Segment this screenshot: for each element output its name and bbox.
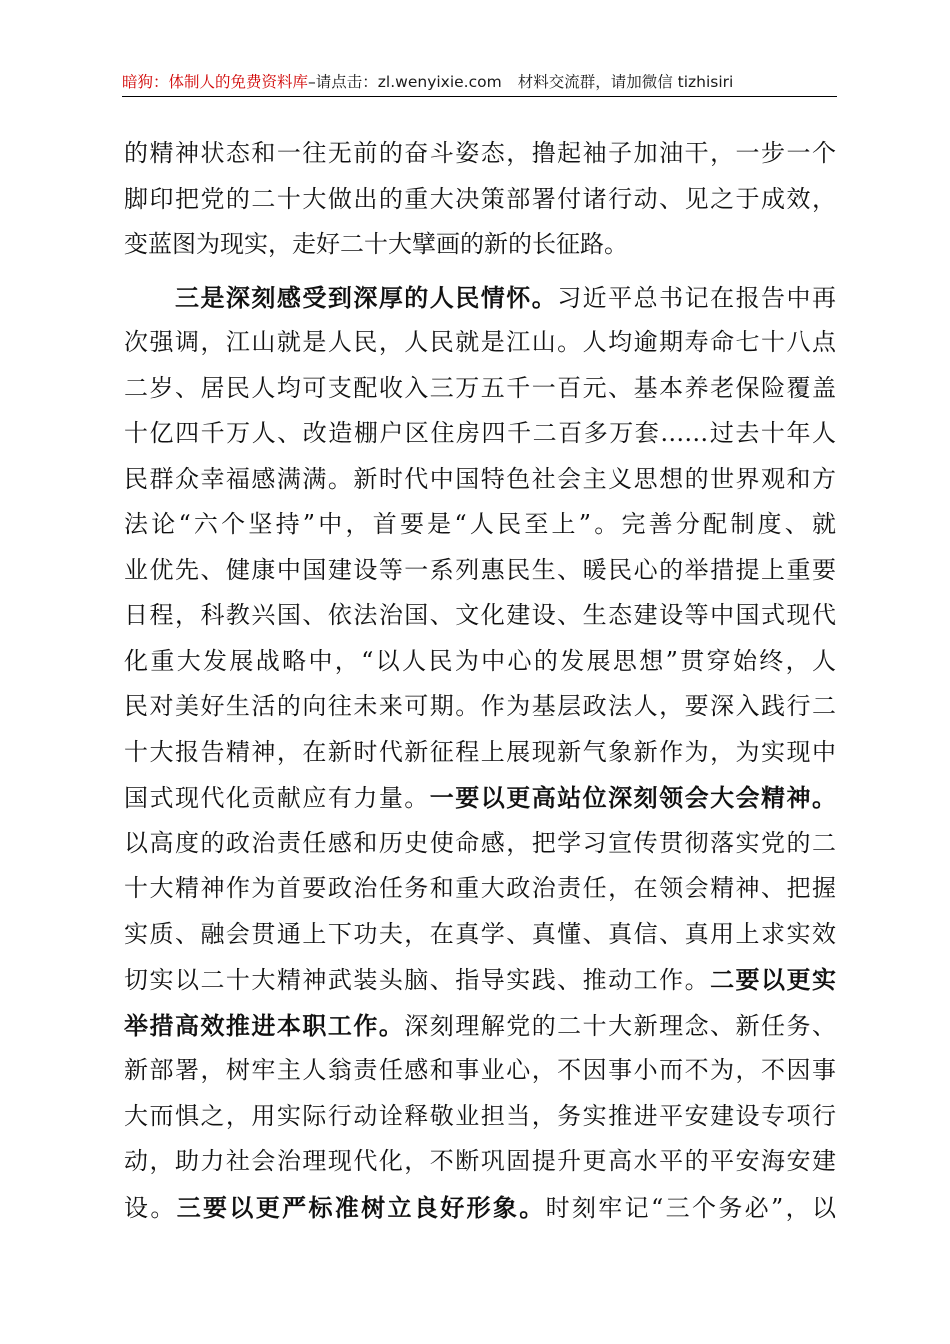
- text-line: 民对美好生活的向往未来可期。作为基层政法人，要深入践行二: [124, 692, 836, 720]
- text-line: 业优先、健康中国建设等一系列惠民生、暖民心的举措提上重要: [124, 555, 836, 584]
- page-header: [122, 70, 837, 98]
- text-line: 新部署，树牢主人翁责任感和事业心，不因事小而不为，不因事: [124, 1056, 836, 1084]
- text-line: 法论“六个坚持”中，首要是“人民至上”。完善分配制度、就: [124, 510, 836, 538]
- text-line: 民群众幸福感满满。新时代中国特色社会主义思想的世界观和方: [124, 464, 836, 493]
- text-line: 变蓝图为现实，走好二十大擘画的新的长征路。: [124, 230, 628, 258]
- text-line: 脚印把党的二十大做出的重大决策部署付诸行动、见之于成效，: [124, 184, 836, 213]
- header-divider: [122, 96, 837, 97]
- text-line: 三是深刻感受到深厚的人民情怀。习近平总书记在报告中再: [174, 282, 836, 312]
- text-line: 二岁、居民人均可支配收入三万五千一百元、基本养老保险覆盖: [124, 373, 836, 402]
- text-line: 实质、融会贯通上下功夫，在真学、真懂、真信、真用上求实效: [124, 919, 836, 948]
- text-line: 化重大发展战略中，“以人民为中心的发展思想”贯穿始终，人: [124, 646, 836, 675]
- text-line: 以高度的政治责任感和历史使命感，把学习宣传贯彻落实党的二: [124, 828, 836, 857]
- text-line: 次强调，江山就是人民，人民就是江山。人均逾期寿命七十八点: [124, 328, 836, 356]
- text-line: 日程，科教兴国、依法治国、文化建设、生态建设等中国式现代: [124, 601, 836, 629]
- text-line: 十大报告精神，在新时代新征程上展现新气象新作为，为实现中: [124, 737, 836, 766]
- bold-point-2: 二要以更实: [710, 965, 836, 994]
- header-wechat-note: 材料交流群，请加微信 tizhisiri: [517, 73, 734, 91]
- text-line: 动，助力社会治理现代化，不断巩固提升更高水平的平安海安建: [124, 1147, 836, 1175]
- text-line: 举措高效推进本职工作。深刻理解党的二十大新理念、新任务、: [124, 1010, 836, 1040]
- bold-heading: 三是深刻感受到深厚的人民情怀。: [174, 282, 558, 312]
- text-line: 国式现代化贡献应有力量。一要以更高站位深刻领会大会精神。: [124, 783, 836, 812]
- bold-point-2-cont: 举措高效推进本职工作。: [124, 1010, 405, 1040]
- bold-point-3: 三要以更严标准树立良好形象。: [176, 1192, 546, 1222]
- paragraph-2: [124, 275, 836, 1231]
- header-site-name: 暗狗：体制人的免费资料库: [122, 73, 309, 91]
- text-line: 十亿四千万人、改造棚户区住房四千二百多万套……过去十年人: [124, 419, 836, 447]
- text-line: 的精神状态和一往无前的奋斗姿态，撸起袖子加油干，一步一个: [124, 139, 836, 167]
- text-line: 设。三要以更严标准树立良好形象。时刻牢记“三个务必”，以: [124, 1192, 836, 1222]
- header-link-url[interactable]: zl.wenyixie.com: [377, 73, 502, 91]
- text-line: 切实以二十大精神武装头脑、指导实践、推动工作。二要以更实: [124, 965, 836, 994]
- body-text: [124, 131, 836, 1230]
- text-line: 十大精神作为首要政治任务和重大政治责任，在领会精神、把握: [124, 874, 836, 902]
- paragraph-1: [124, 131, 836, 268]
- text-line: 大而惧之，用实际行动诠释敬业担当，务实推进平安建设专项行: [124, 1101, 836, 1130]
- header-link-prefix: –请点击：: [308, 73, 378, 91]
- bold-point-1: 一要以更高站位深刻领会大会精神。: [429, 783, 836, 812]
